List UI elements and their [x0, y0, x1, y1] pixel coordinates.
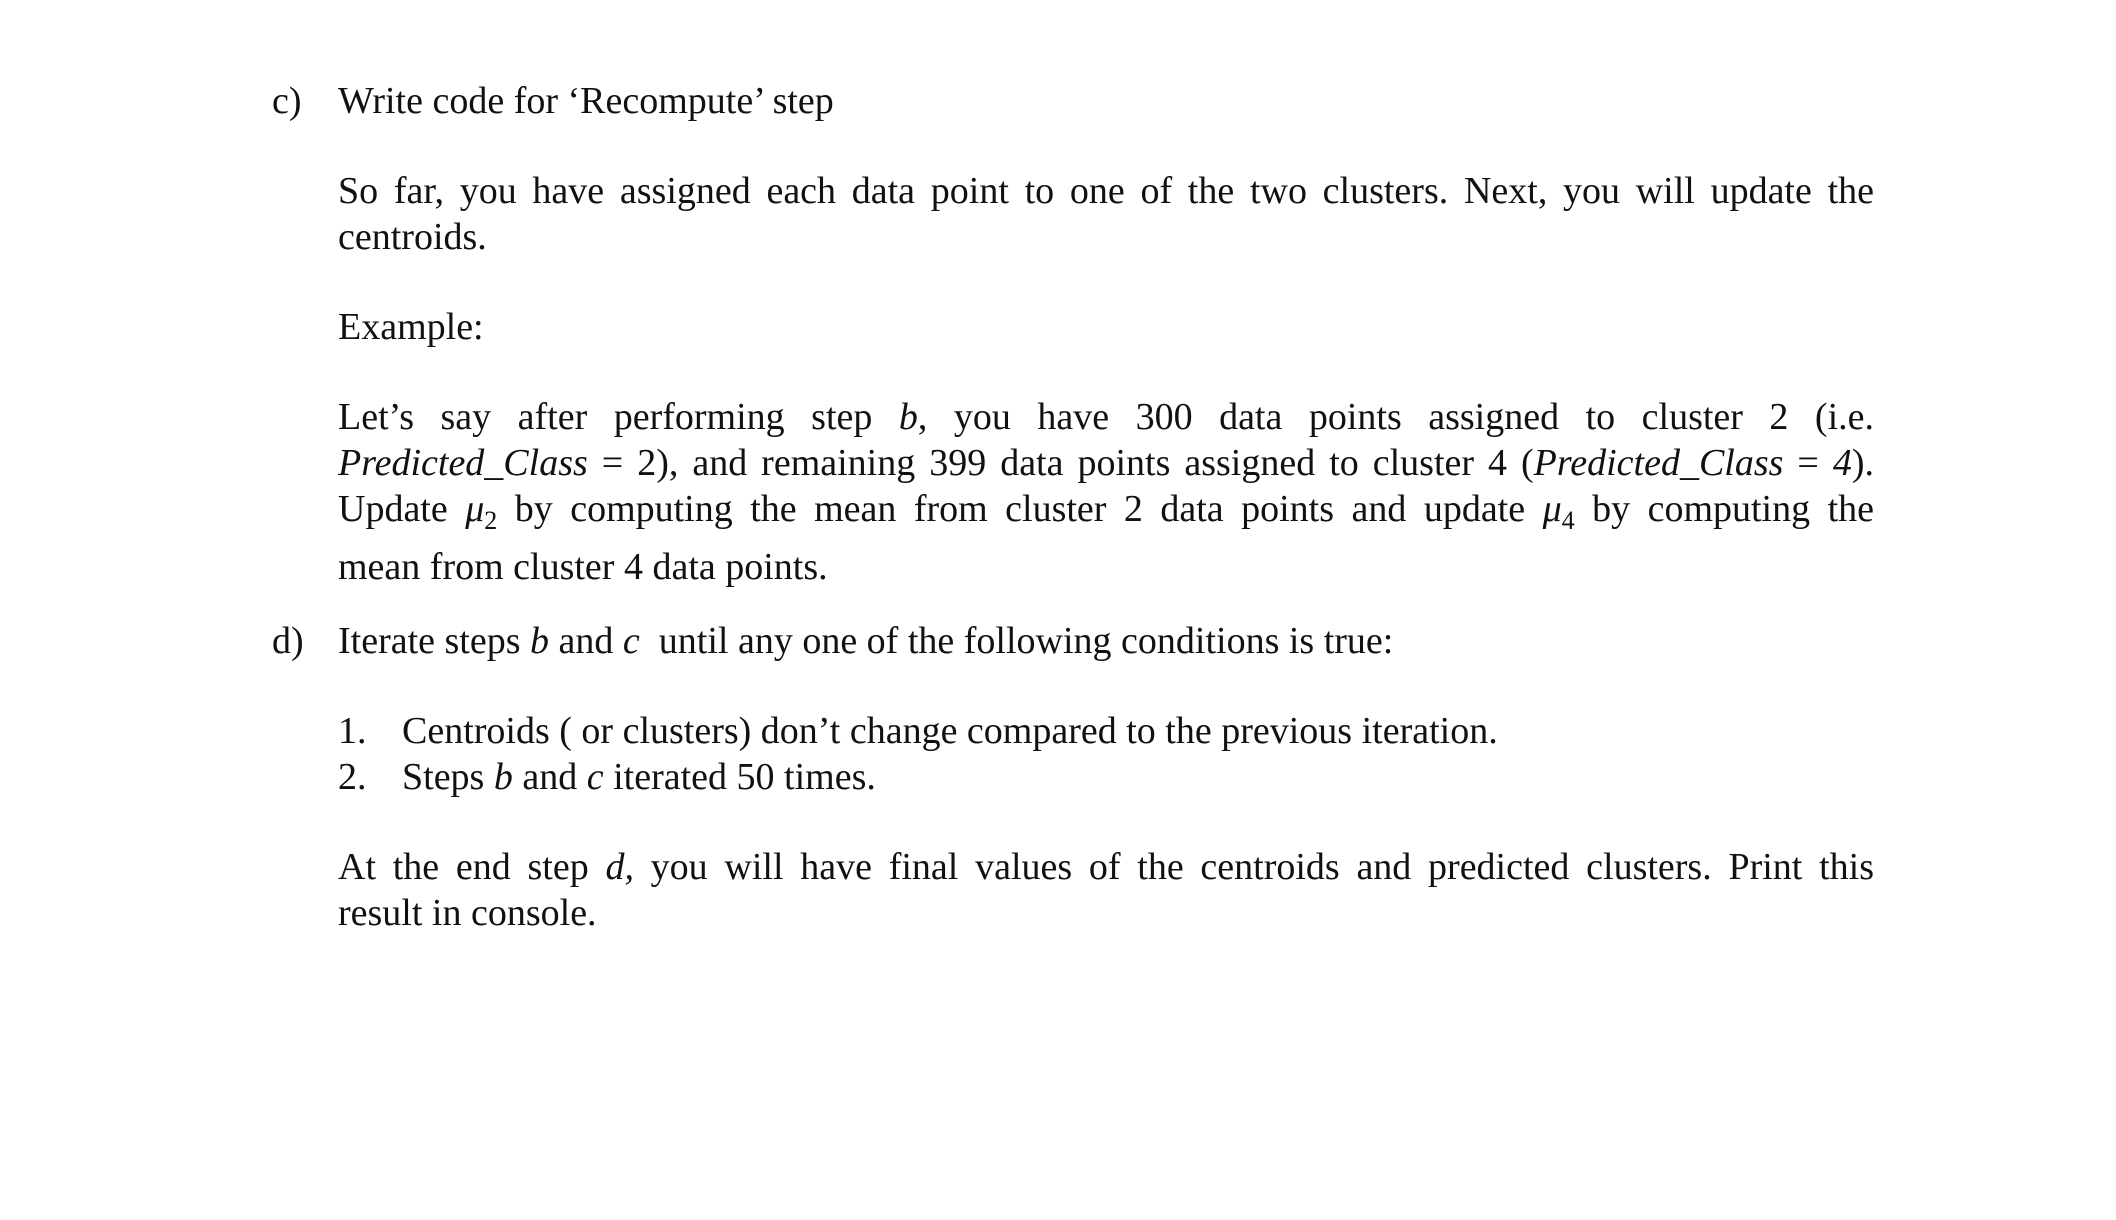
heading-d-e: until any one of the following conditions is true:: [639, 620, 1394, 662]
list2-d: c: [586, 756, 604, 798]
list2-a: Steps: [402, 756, 494, 798]
example-label: Example:: [338, 306, 484, 348]
example-l1-a: Let’s say after performing step: [338, 396, 899, 438]
example-l1-c: , you have 300 data points assigned to cluster 2 (i.e.: [917, 396, 1875, 438]
list-item-1-number: 1.: [338, 710, 367, 752]
list-item-2-number: 2.: [338, 756, 367, 798]
example-line-2: [338, 440, 1874, 486]
example-line-4: mean from cluster 4 data points.: [338, 546, 828, 588]
list-item-2-text: [402, 754, 876, 800]
mu-2-subscript: 2: [484, 506, 498, 535]
example-l2-e: 4: [1832, 442, 1852, 484]
heading-d-c: and: [549, 620, 623, 662]
section-d-heading: [338, 618, 1393, 664]
example-l2-b: = 2), and remaining 399 data points assigned to cluster 4 (: [587, 442, 1534, 484]
heading-d-a: Iterate steps: [338, 620, 531, 662]
intro-line-2: centroids.: [338, 216, 487, 258]
example-l2-a: Predicted_Class: [338, 442, 588, 484]
list2-c: and: [512, 756, 587, 798]
section-c-heading: Write code for ‘Recompute’ step: [338, 80, 834, 122]
final-line-1: [338, 844, 1874, 890]
section-c-label: c): [272, 80, 302, 122]
example-l3-b: by computing the mean from cluster 2 data points and update: [497, 488, 1543, 530]
list2-e: iterated 50 times.: [603, 756, 876, 798]
final-l1-b: d,: [605, 846, 634, 888]
mu-4-subscript: 4: [1561, 506, 1575, 535]
heading-d-d: c: [622, 620, 640, 662]
mu-4-symbol: μ: [1542, 488, 1562, 530]
example-l2-d: =: [1783, 442, 1833, 484]
final-paragraph: [338, 844, 1874, 936]
mu-2-symbol: μ: [465, 488, 485, 530]
example-l2-f: ).: [1851, 442, 1875, 484]
section-c-intro: [338, 168, 1874, 260]
section-d-label: d): [272, 620, 304, 662]
final-line-2: result in console.: [338, 892, 597, 934]
final-l1-c: you will have final values of the centroids and predicted clusters. Print this: [633, 846, 1874, 888]
example-l3-a: Update: [338, 488, 466, 530]
final-l1-a: At the end step: [338, 846, 606, 888]
example-l1-b: b: [898, 396, 918, 438]
list-item-1-text: Centroids ( or clusters) don’t change compared to the previous iteration.: [402, 710, 1498, 752]
intro-line-1: So far, you have assigned each data point to one of the two clusters. Next, you will update the: [338, 170, 1874, 212]
example-l3-c: by computing the: [1574, 488, 1875, 530]
heading-d-b: b: [530, 620, 550, 662]
example-l2-c: Predicted_Class: [1533, 442, 1784, 484]
example-line-1: [338, 394, 1874, 440]
example-paragraph: [338, 394, 1874, 590]
example-line-3: [338, 486, 1874, 544]
list2-b: b: [493, 756, 513, 798]
